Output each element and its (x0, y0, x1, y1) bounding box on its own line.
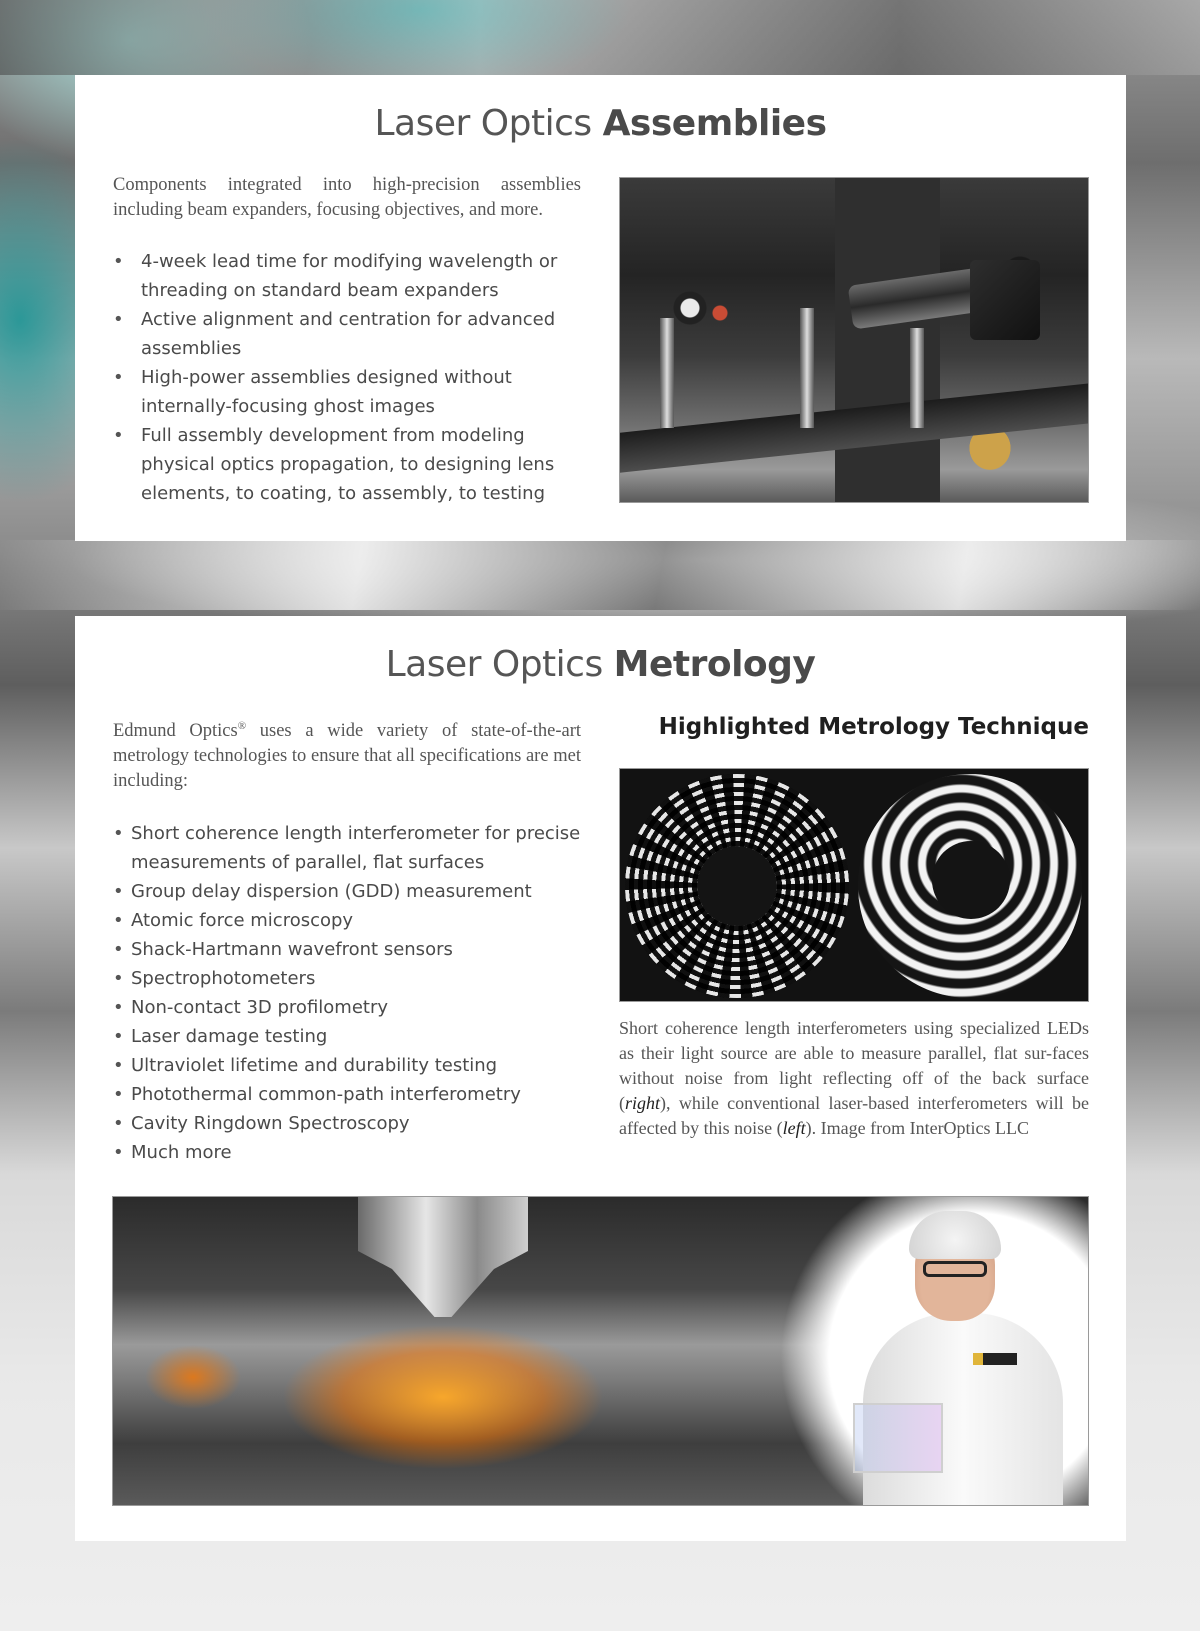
registered-mark: ® (237, 720, 247, 732)
list-item: • Full assembly development from modeling physical optics propagation, to designing lens elements, to coating, to assembly, to testing (113, 421, 593, 508)
list-item: • Much more (113, 1138, 593, 1167)
highlighted-technique-heading: Highlighted Metrology Technique (658, 714, 1089, 740)
lens-mount (970, 260, 1040, 340)
interferogram-right-center (932, 841, 1010, 919)
assemblies-title (75, 103, 1126, 144)
assemblies-bullet-list (113, 247, 593, 508)
metrology-card (75, 616, 1126, 1541)
metrology-title-light: Laser Optics (385, 644, 614, 685)
list-item: • Short coherence length interferometer for precise measurements of parallel, flat surfaces (113, 819, 593, 877)
post-holder (800, 308, 814, 428)
assemblies-intro: Components integrated into high-precision assemblies including beam expanders, focusing objectives, and more. (113, 175, 581, 220)
list-item: • Shack-Hartmann wavefront sensors (113, 935, 593, 964)
caption-right: right (625, 1093, 661, 1113)
laser-nozzle (358, 1197, 528, 1317)
assemblies-card (75, 75, 1126, 541)
metrology-title (75, 644, 1126, 685)
interferogram-left-center (697, 846, 777, 926)
caption-text: Short coherence length interferometers using specialized LEDs as their light source are able to measure parallel, flat sur-faces without noise from light reflecting off of the back surface ( (619, 1018, 1089, 1113)
glasses (923, 1261, 987, 1277)
metrology-intro (113, 714, 581, 794)
interferogram-image (619, 768, 1089, 1002)
list-item: • Group delay dispersion (GDD) measurement (113, 877, 593, 906)
assemblies-title-light: Laser Optics (374, 103, 603, 144)
list-item: • Ultraviolet lifetime and durability testing (113, 1051, 593, 1080)
optics-tray (853, 1403, 943, 1473)
laser-assembly-photo (619, 177, 1089, 503)
intro-text: uses a wide variety of state-of-the-art metrology technologies to ensure that all specifications are met including: (113, 721, 581, 792)
post-holder (910, 328, 924, 428)
assemblies-title-bold: Assemblies (602, 103, 827, 144)
technician (853, 1203, 1073, 1506)
caption-text: ), while conventional laser-based interferometers will be affected by this noise ( (619, 1093, 1089, 1138)
list-item: • Photothermal common-path interferometry (113, 1080, 593, 1109)
laser-cutting-photo (112, 1196, 1089, 1506)
intro-company: Edmund Optics (113, 721, 238, 742)
background-band-top (0, 0, 1200, 75)
background-band-middle (0, 540, 1200, 610)
metrology-title-bold: Metrology (613, 644, 816, 685)
optical-rail (620, 383, 1089, 472)
list-item: • Non-contact 3D profilometry (113, 993, 593, 1022)
list-item: • Atomic force microscopy (113, 906, 593, 935)
list-item: • Spectrophotometers (113, 964, 593, 993)
post-holder (660, 318, 674, 428)
caption-left: left (782, 1118, 806, 1138)
metrology-bullet-list (113, 819, 593, 1167)
list-item: • Cavity Ringdown Spectroscopy (113, 1109, 593, 1138)
list-item: • High-power assemblies designed without internally-focusing ghost images (113, 363, 593, 421)
list-item: • 4-week lead time for modifying wavelength or threading on standard beam expanders (113, 247, 593, 305)
caption-text: ). Image from InterOptics LLC (805, 1118, 1030, 1138)
list-item: • Active alignment and centration for advanced assemblies (113, 305, 593, 363)
hairnet (909, 1211, 1001, 1259)
name-badge (973, 1353, 1017, 1365)
list-item: • Laser damage testing (113, 1022, 593, 1051)
interferogram-caption (619, 1016, 1089, 1141)
